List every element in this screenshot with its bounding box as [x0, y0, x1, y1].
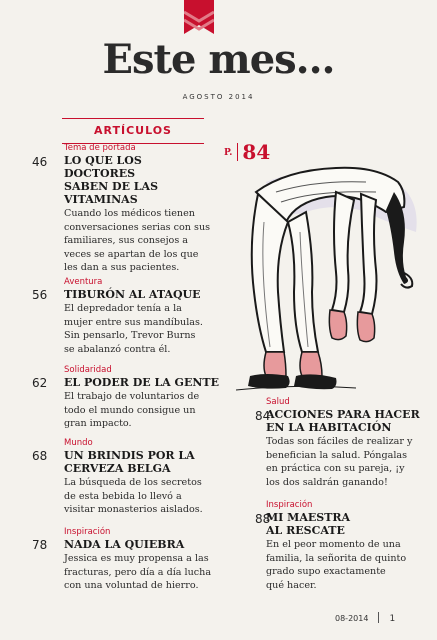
article-entry[interactable]	[64, 527, 234, 593]
article-description: Cuando los médicos tienen conversaciones serias con sus familiares, sus consejos a veces se apartan de los que les dan a sus pacientes.	[64, 208, 211, 273]
article-headline: MI MAESTRA AL RESCATE	[266, 511, 351, 537]
article-headline: NADA LA QUIEBRA	[64, 538, 185, 551]
article-entry[interactable]	[64, 143, 214, 275]
feature-page-label: $^{P.}$ 84	[224, 140, 271, 164]
article-page-number: 68	[32, 449, 48, 463]
article-entry[interactable]	[64, 277, 214, 356]
article-category: Solidaridad	[64, 365, 112, 375]
article-headline: LO QUE LOS DOCTORES SABEN DE LAS VITAMINAS	[64, 154, 159, 206]
article-page-number: 56	[32, 288, 48, 302]
article-description: La búsqueda de los secretos de esta bebida lo llevó a visitar monasterios aislados.	[64, 477, 203, 515]
article-page-number: 62	[32, 376, 48, 390]
article-category: Aventura	[64, 277, 103, 287]
article-page-number: 46	[32, 155, 48, 169]
article-page-number: 84	[255, 409, 271, 423]
article-headline: UN BRINDIS POR LA CERVEZA BELGA	[64, 449, 195, 475]
article-description: El trabajo de voluntarios de todo el mundo consigue un gran impacto.	[64, 391, 200, 429]
article-headline: TIBURÓN AL ATAQUE	[64, 288, 201, 301]
article-entry[interactable]	[266, 500, 431, 592]
article-category: Tema de portada	[64, 143, 136, 153]
article-description: Jessica es muy propensa a las fracturas, pero día a día lucha con una voluntad de hierro.	[64, 553, 212, 591]
issue-date: AGOSTO 2014	[182, 93, 255, 101]
footer-page-number: 1	[389, 614, 396, 624]
footer-issue: 08-2014	[335, 614, 369, 623]
article-description: Todas son fáciles de realizar y benefician la salud. Póngalas en práctica con su pareja, ¡y los dos saldrán ganando!	[266, 436, 413, 488]
page-title: Este mes...	[102, 36, 335, 83]
article-category: Inspiración	[266, 500, 313, 510]
page-footer	[335, 612, 395, 624]
article-category: Mundo	[64, 438, 93, 448]
section-heading: ARTÍCULOS	[62, 118, 204, 144]
article-entry[interactable]	[64, 438, 224, 517]
article-category: Salud	[266, 397, 290, 407]
article-page-number: 88	[255, 512, 271, 526]
article-page-number: 78	[32, 538, 48, 552]
article-entry[interactable]	[64, 365, 224, 431]
bending-person-illustration	[236, 152, 426, 392]
article-category: Inspiración	[64, 527, 111, 537]
ribbon-bookmark-icon	[184, 0, 214, 34]
article-description: El depredador tenía a la mujer entre sus mandíbulas. Sin pensarlo, Trevor Burns se abalanzó contra él.	[64, 303, 203, 355]
article-headline: ACCIONES PARA HACER EN LA HABITACIÓN	[266, 408, 420, 434]
article-headline: EL PODER DE LA GENTE	[64, 376, 219, 389]
article-description: En el peor momento de una familia, la señorita de quinto grado supo exactamente qué hacer.	[266, 539, 407, 591]
article-entry[interactable]	[266, 397, 431, 489]
